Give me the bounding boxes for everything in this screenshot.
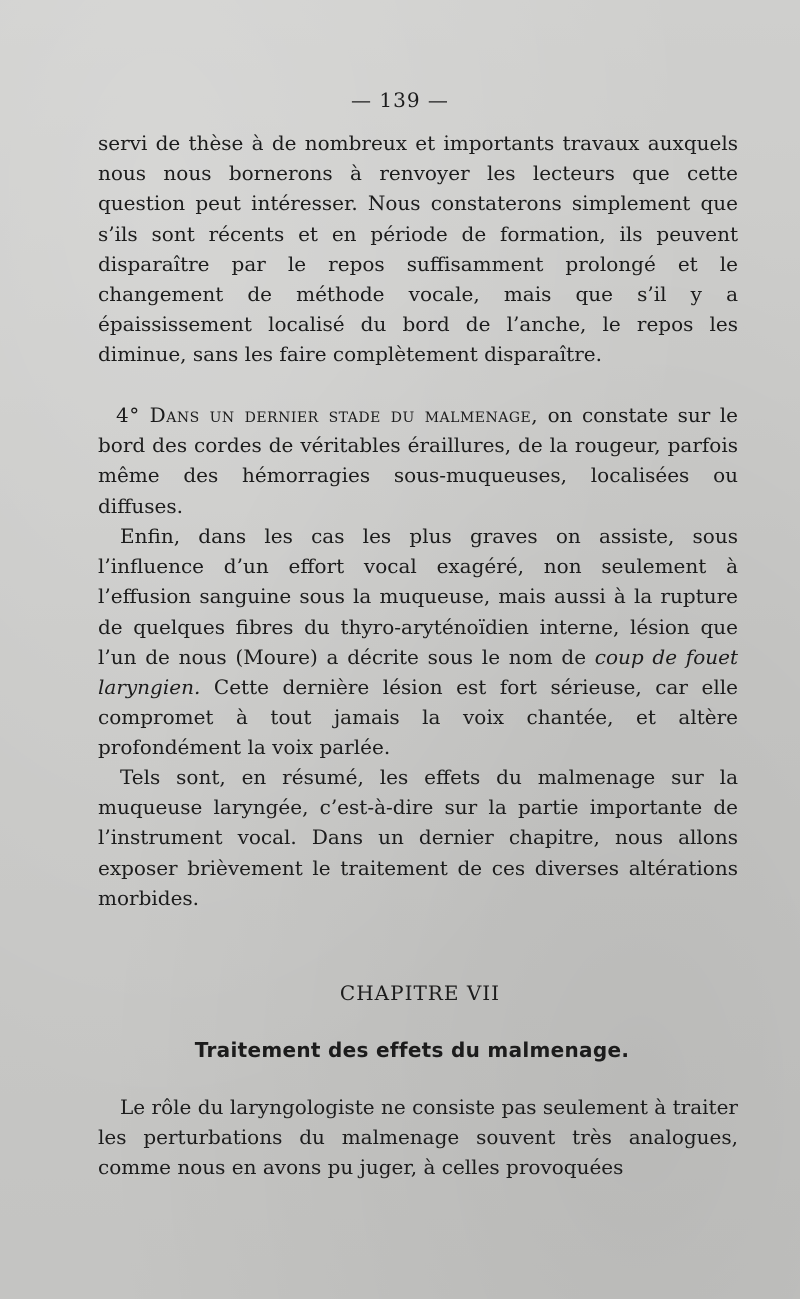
paragraph-5: Le rôle du laryngologiste ne consiste pas seulement à traiter les perturbations du malmenage souvent très analogues, comme nous en avons pu juger, à celles provoquées (98, 1095, 738, 1180)
stage-heading: 4° Dans un dernier stade du malmenage, (116, 403, 539, 427)
paragraph-4: Tels sont, en résumé, les effets du malmenage sur la muqueuse laryngée, c’est-à-dire sur la partie importante de l’instrument vocal. Dans un dernier chapitre, nous allons exposer brièvement le traitement de ces diverses altérations morbides. (98, 765, 738, 910)
paragraph-summary (98, 762, 738, 913)
paragraph-3-text-b: Cette dernière lésion est fort sérieuse, car elle compromet à tout jamais la voix chantée, et altère profondément la voix parlée. (98, 675, 738, 760)
chapter-title: Traitement des effets du malmenage. (194, 1038, 630, 1062)
paragraph-2-text: on constate sur le bord des cordes de véritables éraillures, de la rougeur, parfois même des hémorragies sous-muqueuses, localisées ou diffuses. (98, 403, 738, 518)
paragraph-1: servi de thèse à de nombreux et importants travaux auxquels nous nous bornerons à renvoyer les lecteurs que cette question peut intéresser. Nous constaterons simplement que s’ils sont récents et en période de formation, ils peuvent disparaître par le repos suffisamment prolongé et le changement de méthode vocale, mais que s’il y a épaississement localisé du bord de l’anche, le repos les diminue, sans les faire complètement disparaître. (98, 131, 738, 367)
paragraph-chapter-start (98, 1092, 738, 1183)
paragraph-continuation (98, 128, 738, 370)
paragraph-3 (98, 521, 738, 763)
page-number: — 139 — (351, 88, 449, 112)
paragraph-stage-4 (98, 400, 738, 521)
paragraph-severe-cases (98, 521, 738, 763)
italic-term: coup de fouet laryngien. (98, 644, 738, 700)
paragraph-2 (98, 400, 738, 521)
paragraph-3-text-a: Enfin, dans les cas les plus graves on assiste, sous l’influence d’un effort vocal exagéré, non seulement à l’effusion sanguine sous la muqueuse, mais aussi à la rupture de quelques fibres du thyro-aryténoïdien interne, lésion que l’un de nous (Moure) a décrite sous le nom de (98, 524, 738, 669)
chapter-label: CHAPITRE VII (339, 981, 501, 1005)
